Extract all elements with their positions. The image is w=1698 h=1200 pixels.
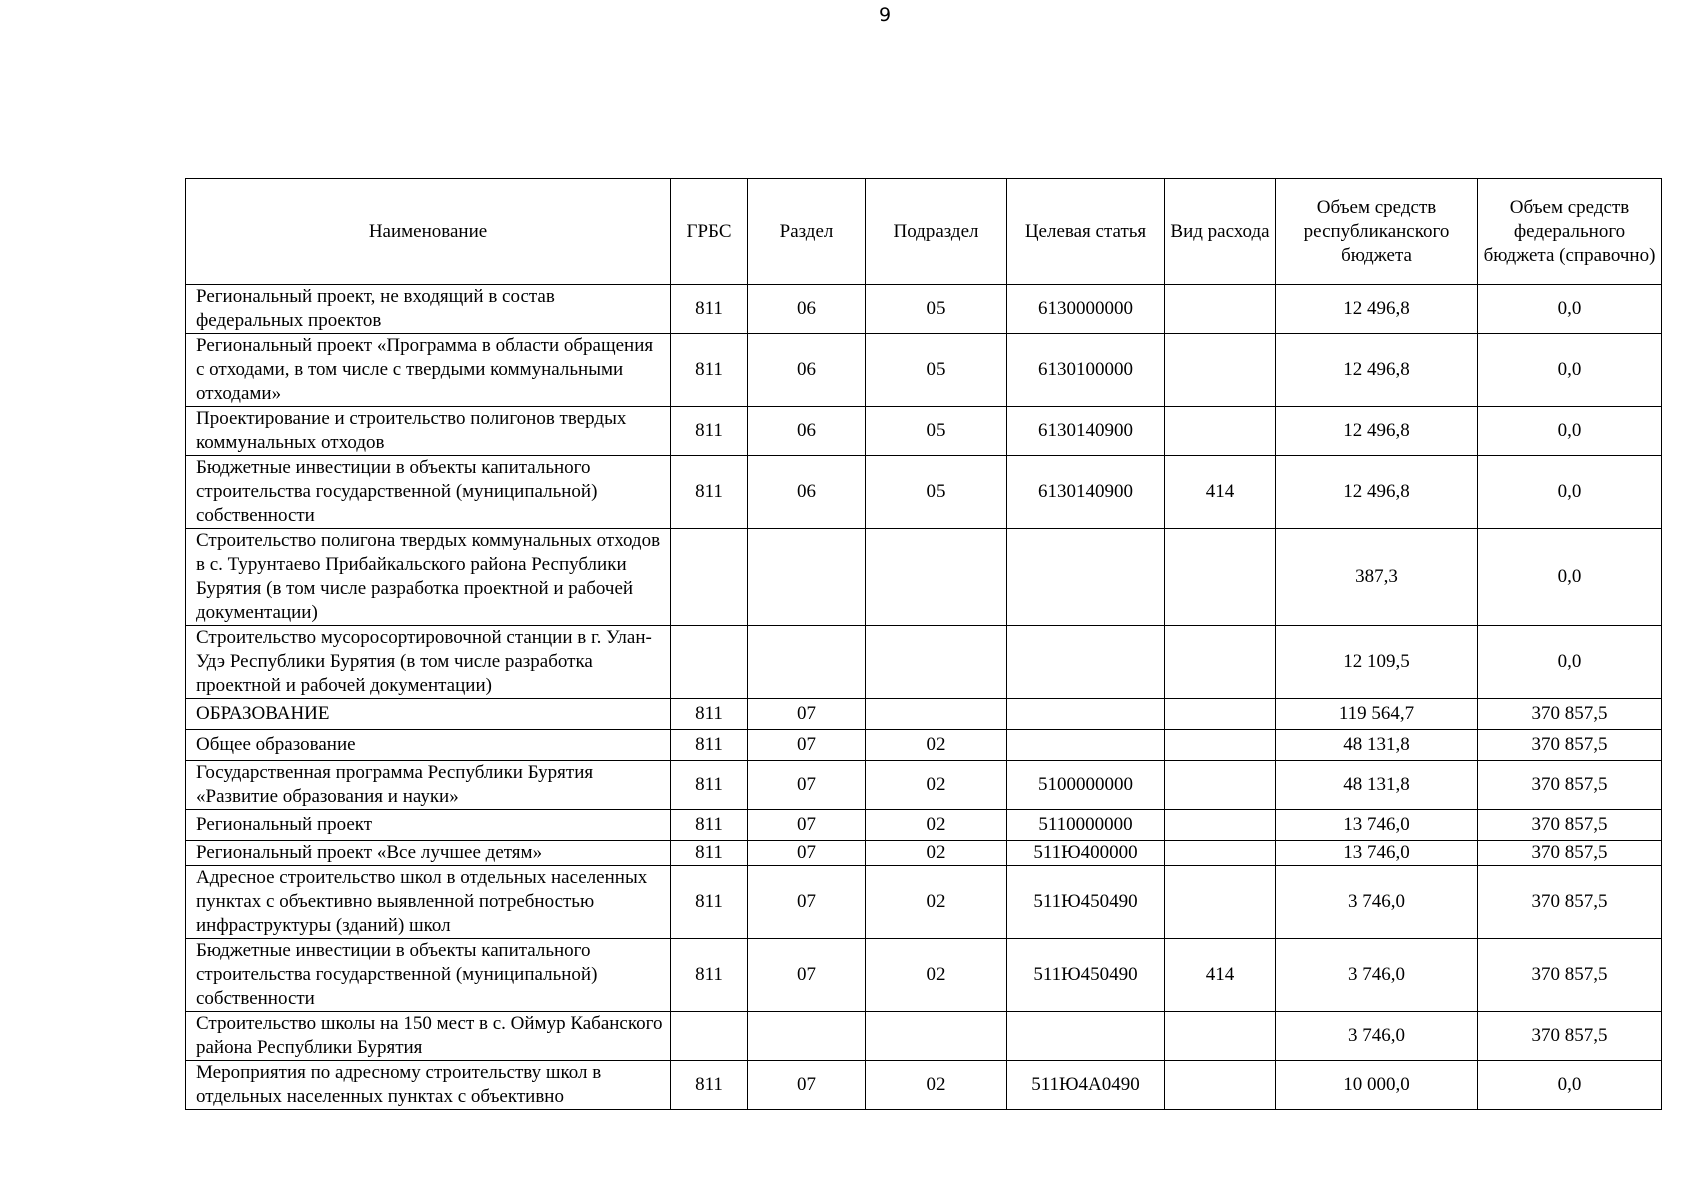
cell-name: Бюджетные инвестиции в объекты капитального строительства государственной (муниципальной) собственности bbox=[186, 456, 671, 529]
cell-fed: 0,0 bbox=[1478, 407, 1662, 456]
cell-vid bbox=[1165, 1061, 1276, 1110]
cell-celevaya bbox=[1007, 699, 1165, 730]
table-row bbox=[186, 1012, 1662, 1061]
cell-vid bbox=[1165, 841, 1276, 866]
table-row bbox=[186, 730, 1662, 761]
cell-name: ОБРАЗОВАНИЕ bbox=[186, 699, 671, 730]
cell-celevaya: 6130140900 bbox=[1007, 407, 1165, 456]
cell-fed: 370 857,5 bbox=[1478, 730, 1662, 761]
cell-grbs: 811 bbox=[671, 1061, 748, 1110]
cell-resp: 12 496,8 bbox=[1276, 407, 1478, 456]
cell-resp: 387,3 bbox=[1276, 529, 1478, 626]
cell-razdel: 06 bbox=[748, 407, 866, 456]
cell-grbs bbox=[671, 626, 748, 699]
cell-celevaya bbox=[1007, 529, 1165, 626]
cell-razdel: 07 bbox=[748, 939, 866, 1012]
cell-podrazdel: 02 bbox=[866, 730, 1007, 761]
cell-podrazdel: 02 bbox=[866, 841, 1007, 866]
cell-podrazdel bbox=[866, 529, 1007, 626]
cell-podrazdel: 02 bbox=[866, 939, 1007, 1012]
cell-grbs: 811 bbox=[671, 866, 748, 939]
cell-name: Строительство полигона твердых коммунальных отходов в с. Турунтаево Прибайкальского района Республики Бурятия (в том числе разработка проектной и рабочей документации) bbox=[186, 529, 671, 626]
cell-resp: 13 746,0 bbox=[1276, 810, 1478, 841]
table-row bbox=[186, 866, 1662, 939]
cell-fed: 370 857,5 bbox=[1478, 699, 1662, 730]
header-podrazdel: Подраздел bbox=[866, 179, 1007, 285]
cell-resp: 119 564,7 bbox=[1276, 699, 1478, 730]
cell-resp: 3 746,0 bbox=[1276, 866, 1478, 939]
header-celevaya: Целевая статья bbox=[1007, 179, 1165, 285]
cell-grbs: 811 bbox=[671, 810, 748, 841]
cell-grbs: 811 bbox=[671, 334, 748, 407]
table-row bbox=[186, 626, 1662, 699]
cell-podrazdel: 02 bbox=[866, 866, 1007, 939]
table-row bbox=[186, 456, 1662, 529]
cell-resp: 12 496,8 bbox=[1276, 334, 1478, 407]
cell-resp: 48 131,8 bbox=[1276, 730, 1478, 761]
table-header-row bbox=[186, 179, 1662, 285]
cell-razdel: 07 bbox=[748, 1061, 866, 1110]
cell-podrazdel: 05 bbox=[866, 407, 1007, 456]
cell-razdel: 07 bbox=[748, 841, 866, 866]
cell-celevaya: 6130100000 bbox=[1007, 334, 1165, 407]
cell-razdel: 07 bbox=[748, 730, 866, 761]
cell-fed: 370 857,5 bbox=[1478, 1012, 1662, 1061]
cell-grbs: 811 bbox=[671, 456, 748, 529]
cell-vid bbox=[1165, 407, 1276, 456]
table-row bbox=[186, 285, 1662, 334]
cell-name: Региональный проект «Программа в области обращения с отходами, в том числе с твердыми коммунальными отходами» bbox=[186, 334, 671, 407]
cell-grbs: 811 bbox=[671, 407, 748, 456]
cell-celevaya: 511Ю4А0490 bbox=[1007, 1061, 1165, 1110]
cell-name: Общее образование bbox=[186, 730, 671, 761]
cell-podrazdel bbox=[866, 626, 1007, 699]
cell-razdel: 06 bbox=[748, 334, 866, 407]
cell-vid bbox=[1165, 699, 1276, 730]
cell-razdel bbox=[748, 626, 866, 699]
cell-celevaya: 511Ю450490 bbox=[1007, 939, 1165, 1012]
cell-celevaya: 511Ю400000 bbox=[1007, 841, 1165, 866]
cell-resp: 3 746,0 bbox=[1276, 939, 1478, 1012]
cell-name: Строительство мусоросортировочной станции в г. Улан-Удэ Республики Бурятия (в том числе разработка проектной и рабочей документации) bbox=[186, 626, 671, 699]
cell-fed: 370 857,5 bbox=[1478, 761, 1662, 810]
cell-podrazdel: 05 bbox=[866, 456, 1007, 529]
cell-podrazdel: 02 bbox=[866, 810, 1007, 841]
cell-grbs: 811 bbox=[671, 939, 748, 1012]
cell-name: Региональный проект bbox=[186, 810, 671, 841]
cell-celevaya: 511Ю450490 bbox=[1007, 866, 1165, 939]
table-row bbox=[186, 810, 1662, 841]
cell-name: Региональный проект, не входящий в состав федеральных проектов bbox=[186, 285, 671, 334]
cell-grbs: 811 bbox=[671, 285, 748, 334]
cell-resp: 12 109,5 bbox=[1276, 626, 1478, 699]
cell-razdel bbox=[748, 1012, 866, 1061]
table-row bbox=[186, 761, 1662, 810]
cell-fed: 370 857,5 bbox=[1478, 810, 1662, 841]
header-razdel: Раздел bbox=[748, 179, 866, 285]
cell-fed: 0,0 bbox=[1478, 456, 1662, 529]
cell-resp: 12 496,8 bbox=[1276, 285, 1478, 334]
header-fed: Объем средств федерального бюджета (справочно) bbox=[1478, 179, 1662, 285]
cell-celevaya bbox=[1007, 730, 1165, 761]
cell-name: Региональный проект «Все лучшее детям» bbox=[186, 841, 671, 866]
cell-name: Проектирование и строительство полигонов твердых коммунальных отходов bbox=[186, 407, 671, 456]
cell-name: Государственная программа Республики Бурятия «Развитие образования и науки» bbox=[186, 761, 671, 810]
cell-vid bbox=[1165, 761, 1276, 810]
cell-vid: 414 bbox=[1165, 456, 1276, 529]
cell-vid bbox=[1165, 626, 1276, 699]
cell-grbs: 811 bbox=[671, 841, 748, 866]
cell-podrazdel bbox=[866, 1012, 1007, 1061]
budget-table bbox=[185, 178, 1662, 1110]
header-resp: Объем средств республиканского бюджета bbox=[1276, 179, 1478, 285]
table-row bbox=[186, 407, 1662, 456]
cell-fed: 370 857,5 bbox=[1478, 866, 1662, 939]
cell-vid bbox=[1165, 866, 1276, 939]
cell-resp: 3 746,0 bbox=[1276, 1012, 1478, 1061]
header-grbs: ГРБС bbox=[671, 179, 748, 285]
cell-name: Адресное строительство школ в отдельных населенных пунктах с объективно выявленной потребностью инфраструктуры (зданий) школ bbox=[186, 866, 671, 939]
table-row bbox=[186, 939, 1662, 1012]
cell-resp: 13 746,0 bbox=[1276, 841, 1478, 866]
cell-podrazdel: 05 bbox=[866, 334, 1007, 407]
header-name: Наименование bbox=[186, 179, 671, 285]
cell-vid bbox=[1165, 285, 1276, 334]
cell-celevaya bbox=[1007, 626, 1165, 699]
table-row bbox=[186, 841, 1662, 866]
cell-razdel: 07 bbox=[748, 761, 866, 810]
cell-grbs: 811 bbox=[671, 730, 748, 761]
header-vid: Вид расхода bbox=[1165, 179, 1276, 285]
cell-celevaya: 5100000000 bbox=[1007, 761, 1165, 810]
cell-resp: 10 000,0 bbox=[1276, 1061, 1478, 1110]
table-row bbox=[186, 1061, 1662, 1110]
cell-grbs: 811 bbox=[671, 699, 748, 730]
cell-resp: 12 496,8 bbox=[1276, 456, 1478, 529]
table-row bbox=[186, 334, 1662, 407]
cell-vid bbox=[1165, 529, 1276, 626]
cell-celevaya: 6130000000 bbox=[1007, 285, 1165, 334]
cell-grbs bbox=[671, 529, 748, 626]
cell-fed: 0,0 bbox=[1478, 334, 1662, 407]
cell-razdel: 06 bbox=[748, 285, 866, 334]
cell-fed: 0,0 bbox=[1478, 529, 1662, 626]
cell-grbs: 811 bbox=[671, 761, 748, 810]
cell-podrazdel: 02 bbox=[866, 761, 1007, 810]
cell-fed: 370 857,5 bbox=[1478, 939, 1662, 1012]
cell-razdel: 07 bbox=[748, 810, 866, 841]
cell-podrazdel: 02 bbox=[866, 1061, 1007, 1110]
cell-vid: 414 bbox=[1165, 939, 1276, 1012]
cell-razdel: 06 bbox=[748, 456, 866, 529]
cell-resp: 48 131,8 bbox=[1276, 761, 1478, 810]
cell-razdel bbox=[748, 529, 866, 626]
cell-fed: 0,0 bbox=[1478, 626, 1662, 699]
cell-fed: 0,0 bbox=[1478, 1061, 1662, 1110]
table-row bbox=[186, 699, 1662, 730]
cell-podrazdel: 05 bbox=[866, 285, 1007, 334]
cell-razdel: 07 bbox=[748, 699, 866, 730]
cell-vid bbox=[1165, 810, 1276, 841]
cell-fed: 370 857,5 bbox=[1478, 841, 1662, 866]
table-row bbox=[186, 529, 1662, 626]
cell-name: Бюджетные инвестиции в объекты капитального строительства государственной (муниципальной) собственности bbox=[186, 939, 671, 1012]
cell-name: Мероприятия по адресному строительству школ в отдельных населенных пунктах с объективно bbox=[186, 1061, 671, 1110]
cell-celevaya: 6130140900 bbox=[1007, 456, 1165, 529]
cell-podrazdel bbox=[866, 699, 1007, 730]
cell-fed: 0,0 bbox=[1478, 285, 1662, 334]
page-number: 9 bbox=[878, 4, 892, 26]
cell-razdel: 07 bbox=[748, 866, 866, 939]
cell-name: Строительство школы на 150 мест в с. Оймур Кабанского района Республики Бурятия bbox=[186, 1012, 671, 1061]
cell-celevaya: 5110000000 bbox=[1007, 810, 1165, 841]
cell-vid bbox=[1165, 730, 1276, 761]
cell-grbs bbox=[671, 1012, 748, 1061]
cell-celevaya bbox=[1007, 1012, 1165, 1061]
cell-vid bbox=[1165, 1012, 1276, 1061]
cell-vid bbox=[1165, 334, 1276, 407]
